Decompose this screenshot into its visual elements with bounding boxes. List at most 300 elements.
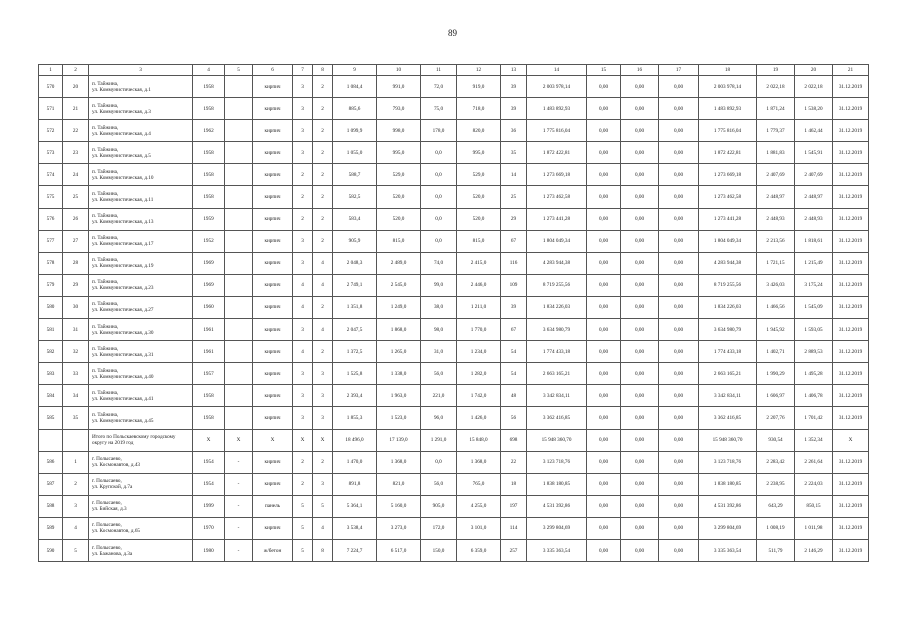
table-cell: 3 175,24 bbox=[795, 274, 833, 296]
table-cell: 4 531 392,86 bbox=[699, 495, 757, 517]
table-cell: 31.12.2019 bbox=[833, 385, 869, 407]
table-cell: кирпич bbox=[253, 473, 293, 495]
table-cell: 1954 bbox=[193, 451, 225, 473]
table-cell: 5 364,1 bbox=[333, 495, 377, 517]
table-cell: 2 bbox=[313, 164, 333, 186]
table-cell: 2 bbox=[313, 230, 333, 252]
table-cell: 221,0 bbox=[421, 385, 457, 407]
table-cell: 575 bbox=[39, 186, 63, 208]
address-cell: п. Тайжина, ул. Коммунистическая, д.45 bbox=[89, 407, 193, 429]
table-cell: 1 291,0 bbox=[421, 429, 457, 451]
table-cell: кирпич bbox=[253, 98, 293, 120]
table-cell: 2 283,42 bbox=[757, 451, 795, 473]
table-cell: 1 774 433,18 bbox=[699, 341, 757, 363]
table-cell: 2 bbox=[313, 341, 333, 363]
table-cell: 570 bbox=[39, 76, 63, 98]
table-cell: 1 351,8 bbox=[333, 296, 377, 318]
table-cell: 3 342 834,11 bbox=[699, 385, 757, 407]
table-cell: 3 538,4 bbox=[333, 517, 377, 539]
table-cell: 150,0 bbox=[421, 539, 457, 561]
table-cell: 0,00 bbox=[621, 539, 659, 561]
table-cell: 529,0 bbox=[457, 164, 501, 186]
table-cell: 2 261,64 bbox=[795, 451, 833, 473]
table-row bbox=[39, 363, 869, 385]
table-cell: кирпич bbox=[253, 341, 293, 363]
table-cell: 0,0 bbox=[421, 164, 457, 186]
table-cell: 2 663 165,21 bbox=[699, 363, 757, 385]
table-cell: 33 bbox=[63, 363, 89, 385]
table-cell: панель bbox=[253, 495, 293, 517]
table-cell: 31.12.2019 bbox=[833, 473, 869, 495]
table-row bbox=[39, 495, 869, 517]
table-row bbox=[39, 120, 869, 142]
column-number-cell: 10 bbox=[377, 65, 421, 76]
address-cell: п. Тайжина, ул. Коммунистическая, д.31 bbox=[89, 341, 193, 363]
table-cell: 0,00 bbox=[587, 495, 621, 517]
table-row bbox=[39, 341, 869, 363]
table-cell: 2 bbox=[313, 296, 333, 318]
table-cell: 0,0 bbox=[421, 142, 457, 164]
table-cell: 0,00 bbox=[621, 142, 659, 164]
table-cell: 0,0 bbox=[421, 208, 457, 230]
table-cell: 1 249,0 bbox=[377, 296, 421, 318]
table-row bbox=[39, 76, 869, 98]
table-cell: 4 bbox=[293, 341, 313, 363]
table-cell: 23 bbox=[63, 142, 89, 164]
address-cell: п. Тайжина, ул. Коммунистическая, д.10 bbox=[89, 164, 193, 186]
column-number-cell: 7 bbox=[293, 65, 313, 76]
address-cell: п. Тайжина, ул. Коммунистическая, д.13 bbox=[89, 208, 193, 230]
table-cell: 17 139,0 bbox=[377, 429, 421, 451]
column-number-cell: 18 bbox=[699, 65, 757, 76]
table-cell: 1 990,29 bbox=[757, 363, 795, 385]
table-cell: 1958 bbox=[193, 98, 225, 120]
table-cell: 31.12.2019 bbox=[833, 407, 869, 429]
table-cell: 0,00 bbox=[621, 429, 659, 451]
table-cell: 31.12.2019 bbox=[833, 186, 869, 208]
table-cell: 35 bbox=[501, 142, 527, 164]
table-cell: 765,0 bbox=[457, 473, 501, 495]
table-cell: 0,00 bbox=[587, 120, 621, 142]
table-cell: 257 bbox=[501, 539, 527, 561]
table-cell: 0,00 bbox=[659, 363, 699, 385]
table-cell: 4 bbox=[313, 252, 333, 274]
table-cell: 2 bbox=[293, 164, 313, 186]
table-cell: 1 593,05 bbox=[795, 319, 833, 341]
table-cell bbox=[63, 429, 89, 451]
table-cell: кирпич bbox=[253, 120, 293, 142]
table-cell: 1 775 816,04 bbox=[527, 120, 587, 142]
table-cell: 2 213,56 bbox=[757, 230, 795, 252]
table-cell: 31,0 bbox=[421, 341, 457, 363]
table-cell: 1962 bbox=[193, 120, 225, 142]
page-number: 89 bbox=[448, 28, 457, 38]
table-cell: 3 299 804,69 bbox=[527, 517, 587, 539]
table-cell: 698 bbox=[501, 429, 527, 451]
table-cell: 3 426,03 bbox=[757, 274, 795, 296]
table-cell: 583,4 bbox=[333, 208, 377, 230]
table-cell: кирпич bbox=[253, 76, 293, 98]
table-cell: 4 bbox=[293, 274, 313, 296]
table-cell: 2 448,97 bbox=[795, 186, 833, 208]
address-cell: п. Тайжина, ул. Коммунистическая, д.41 bbox=[89, 385, 193, 407]
table-cell: 3 bbox=[293, 98, 313, 120]
table-cell: 54 bbox=[501, 363, 527, 385]
column-number-cell: 8 bbox=[313, 65, 333, 76]
table-cell: 1958 bbox=[193, 407, 225, 429]
table-cell: 574 bbox=[39, 164, 63, 186]
column-number-cell: 19 bbox=[757, 65, 795, 76]
table-cell bbox=[225, 230, 253, 252]
table-cell: 0,00 bbox=[621, 208, 659, 230]
column-number-cell: 5 bbox=[225, 65, 253, 76]
table-cell: 2 048,3 bbox=[333, 252, 377, 274]
table-cell: 2 bbox=[293, 451, 313, 473]
table-cell: 0,00 bbox=[621, 495, 659, 517]
column-number-cell: 11 bbox=[421, 65, 457, 76]
table-cell: 31.12.2019 bbox=[833, 98, 869, 120]
column-number-cell: 6 bbox=[253, 65, 293, 76]
table-cell: 0,00 bbox=[587, 296, 621, 318]
table-cell: 39 bbox=[501, 98, 527, 120]
table-cell: 2 407,69 bbox=[757, 164, 795, 186]
table-cell: 1 273 441,28 bbox=[699, 208, 757, 230]
table-cell bbox=[225, 274, 253, 296]
table-cell: 0,00 bbox=[587, 341, 621, 363]
table-cell: кирпич bbox=[253, 407, 293, 429]
table-cell bbox=[225, 186, 253, 208]
table-cell: 4 bbox=[313, 517, 333, 539]
table-cell: 0,0 bbox=[421, 451, 457, 473]
table-row bbox=[39, 451, 869, 473]
table-cell: 718,0 bbox=[457, 98, 501, 120]
table-cell bbox=[225, 319, 253, 341]
table-cell: 3 bbox=[293, 319, 313, 341]
table-cell: 588 bbox=[39, 495, 63, 517]
column-number-cell: 12 bbox=[457, 65, 501, 76]
table-cell: 1 606,97 bbox=[757, 385, 795, 407]
table-cell: 1 963,0 bbox=[377, 385, 421, 407]
table-cell: 0,00 bbox=[659, 517, 699, 539]
table-cell: 3 bbox=[293, 385, 313, 407]
table-cell: 520,0 bbox=[457, 208, 501, 230]
table-cell: 2 bbox=[63, 473, 89, 495]
table-cell: X bbox=[313, 429, 333, 451]
address-cell: п. Тайжина, ул. Коммунистическая, д.1 bbox=[89, 76, 193, 98]
table-cell: 1 945,92 bbox=[757, 319, 795, 341]
table-cell: 571 bbox=[39, 98, 63, 120]
table-cell: 576 bbox=[39, 208, 63, 230]
table-cell: 1 273 441,28 bbox=[527, 208, 587, 230]
table-cell: 1 234,0 bbox=[457, 341, 501, 363]
table-cell: 1 273 462,58 bbox=[527, 186, 587, 208]
table-cell: 2 003 978,14 bbox=[527, 76, 587, 98]
table-cell: 31.12.2019 bbox=[833, 208, 869, 230]
table-cell: 1 545,91 bbox=[795, 142, 833, 164]
table-cell: X bbox=[193, 429, 225, 451]
table-cell: 1 368,0 bbox=[377, 451, 421, 473]
table-cell: 0,0 bbox=[421, 230, 457, 252]
table-cell: 1 838 180,85 bbox=[527, 473, 587, 495]
table-cell: 31.12.2019 bbox=[833, 341, 869, 363]
address-cell: п. Тайжина, ул. Коммунистическая, д.27 bbox=[89, 296, 193, 318]
table-cell: кирпич bbox=[253, 230, 293, 252]
table-cell: 2 448,93 bbox=[795, 208, 833, 230]
table-cell: 3 bbox=[293, 120, 313, 142]
table-cell: 1 868,0 bbox=[377, 319, 421, 341]
table-cell: 31.12.2019 bbox=[833, 274, 869, 296]
table-cell: 8 719 255,56 bbox=[699, 274, 757, 296]
table-cell: 1 872 422,81 bbox=[527, 142, 587, 164]
table-row bbox=[39, 186, 869, 208]
table-cell: 1 872 422,81 bbox=[699, 142, 757, 164]
column-number-cell: 1 bbox=[39, 65, 63, 76]
table-cell: X bbox=[833, 429, 869, 451]
table-cell: 2 415,0 bbox=[457, 252, 501, 274]
table-cell: 3 123 718,76 bbox=[699, 451, 757, 473]
table-cell: 520,0 bbox=[377, 208, 421, 230]
table-cell: 0,00 bbox=[659, 341, 699, 363]
table-cell: 6 517,0 bbox=[377, 539, 421, 561]
table-cell: 0,00 bbox=[621, 341, 659, 363]
table-cell: 114 bbox=[501, 517, 527, 539]
table-cell: 1 265,0 bbox=[377, 341, 421, 363]
table-cell: 109 bbox=[501, 274, 527, 296]
table-cell: 0,00 bbox=[621, 98, 659, 120]
table-cell: 2 407,69 bbox=[795, 164, 833, 186]
table-cell: 1 099,9 bbox=[333, 120, 377, 142]
column-number-cell: 20 bbox=[795, 65, 833, 76]
table-cell: 8 bbox=[313, 539, 333, 561]
table-row bbox=[39, 517, 869, 539]
table-cell: 172,0 bbox=[421, 517, 457, 539]
table-cell: 588,7 bbox=[333, 164, 377, 186]
table-cell: 2 bbox=[313, 208, 333, 230]
column-number-row bbox=[39, 65, 869, 76]
address-cell: п. Тайжина, ул. Коммунистическая, д.5 bbox=[89, 142, 193, 164]
table-cell: 0,00 bbox=[621, 517, 659, 539]
table-cell: 3 bbox=[63, 495, 89, 517]
table-cell: 26 bbox=[63, 208, 89, 230]
table-cell: 74,0 bbox=[421, 252, 457, 274]
table-cell: 3 342 834,11 bbox=[527, 385, 587, 407]
table-cell: 1 701,42 bbox=[795, 407, 833, 429]
table-cell: 1 545,09 bbox=[795, 296, 833, 318]
table-cell: 0,00 bbox=[587, 517, 621, 539]
table-row bbox=[39, 142, 869, 164]
table-cell: 2 bbox=[293, 473, 313, 495]
table-row bbox=[39, 319, 869, 341]
table-row bbox=[39, 407, 869, 429]
table-cell: 25 bbox=[63, 186, 89, 208]
table-cell: 0,00 bbox=[621, 473, 659, 495]
table-cell: 1959 bbox=[193, 208, 225, 230]
table-cell: 3 bbox=[293, 230, 313, 252]
table-cell: 1 838 180,85 bbox=[699, 473, 757, 495]
column-number-cell: 15 bbox=[587, 65, 621, 76]
address-cell: Итого по Польскаевскому городскому округу на 2019 год bbox=[89, 429, 193, 451]
table-cell: 4 531 392,86 bbox=[527, 495, 587, 517]
table-cell: 72,0 bbox=[421, 76, 457, 98]
table-cell: 7 224,7 bbox=[333, 539, 377, 561]
table-cell: кирпич bbox=[253, 451, 293, 473]
table-cell: - bbox=[225, 539, 253, 561]
table-cell: 6 359,0 bbox=[457, 539, 501, 561]
table-cell: 5 160,0 bbox=[377, 495, 421, 517]
table-cell: 39 bbox=[501, 76, 527, 98]
table-cell: 4 bbox=[63, 517, 89, 539]
table-cell: 15 848,0 bbox=[457, 429, 501, 451]
table-cell: 520,0 bbox=[377, 186, 421, 208]
address-cell: г. Полысаево, ул. Космонавтов, д.65 bbox=[89, 517, 193, 539]
table-cell: 56,0 bbox=[421, 473, 457, 495]
address-cell: п. Тайжина, ул. Коммунистическая, д.23 bbox=[89, 274, 193, 296]
table-cell: 2 bbox=[293, 208, 313, 230]
table-cell: 1 525,8 bbox=[333, 363, 377, 385]
table-cell: 1 084,4 bbox=[333, 76, 377, 98]
table-cell: 3 bbox=[313, 473, 333, 495]
table-cell: 1970 bbox=[193, 517, 225, 539]
table-cell: 1961 bbox=[193, 341, 225, 363]
table-cell: 0,00 bbox=[587, 76, 621, 98]
table-cell bbox=[225, 164, 253, 186]
table-cell: 14 bbox=[501, 164, 527, 186]
table-cell bbox=[225, 76, 253, 98]
table-cell: 1 352,34 bbox=[795, 429, 833, 451]
table-cell: 31.12.2019 bbox=[833, 319, 869, 341]
table-cell: кирпич bbox=[253, 186, 293, 208]
table-cell: 0,00 bbox=[659, 385, 699, 407]
table-cell: 1957 bbox=[193, 363, 225, 385]
table-row bbox=[39, 385, 869, 407]
table-cell: 0,00 bbox=[659, 473, 699, 495]
address-cell: п. Тайжина, ул. Коммунистическая, д.11 bbox=[89, 186, 193, 208]
table-cell: 1 483 892,93 bbox=[527, 98, 587, 120]
table-cell: - bbox=[225, 473, 253, 495]
table-cell: 1 834 226,03 bbox=[699, 296, 757, 318]
table-cell: 4 283 944,38 bbox=[699, 252, 757, 274]
address-cell: п. Тайжина, ул. Коммунистическая, д.17 bbox=[89, 230, 193, 252]
table-cell: 1 273 669,18 bbox=[527, 164, 587, 186]
table-cell: 1 426,0 bbox=[457, 407, 501, 429]
table-cell: 54 bbox=[501, 341, 527, 363]
table-cell: 0,00 bbox=[659, 407, 699, 429]
table-cell: 5 bbox=[293, 517, 313, 539]
table-cell: 1952 bbox=[193, 230, 225, 252]
table-cell: 820,0 bbox=[457, 120, 501, 142]
table-row bbox=[39, 274, 869, 296]
table-cell bbox=[225, 142, 253, 164]
table-cell: 1 483 892,93 bbox=[699, 98, 757, 120]
table-cell: 1 215,49 bbox=[795, 252, 833, 274]
table-cell: 2 663 165,21 bbox=[527, 363, 587, 385]
table-row bbox=[39, 230, 869, 252]
table-cell: кирпич bbox=[253, 517, 293, 539]
housing-register-table bbox=[38, 64, 869, 562]
table-cell: 0,00 bbox=[587, 473, 621, 495]
table-cell: 20 bbox=[63, 76, 89, 98]
table-cell: 2 bbox=[313, 98, 333, 120]
table-cell: 3 634 980,79 bbox=[527, 319, 587, 341]
table-cell: 0,00 bbox=[621, 407, 659, 429]
table-cell: 35 bbox=[63, 407, 89, 429]
table-cell: 2 448,93 bbox=[757, 208, 795, 230]
table-cell: 31.12.2019 bbox=[833, 495, 869, 517]
table-cell: 0,00 bbox=[659, 98, 699, 120]
table-cell: 31.12.2019 bbox=[833, 230, 869, 252]
table-cell: 31.12.2019 bbox=[833, 142, 869, 164]
table-cell: - bbox=[225, 495, 253, 517]
table-cell: 5 bbox=[293, 539, 313, 561]
table-cell: 178,0 bbox=[421, 120, 457, 142]
table-cell: 39 bbox=[501, 296, 527, 318]
table-cell: 4 283 944,38 bbox=[527, 252, 587, 274]
table-cell: 1958 bbox=[193, 142, 225, 164]
table-cell bbox=[225, 341, 253, 363]
table-cell: 31.12.2019 bbox=[833, 252, 869, 274]
table-cell: 643,29 bbox=[757, 495, 795, 517]
table-cell: 0,00 bbox=[659, 495, 699, 517]
table-cell: 0,00 bbox=[587, 252, 621, 274]
table-cell: 1 211,0 bbox=[457, 296, 501, 318]
table-cell: 30 bbox=[63, 296, 89, 318]
table-cell: 793,0 bbox=[377, 98, 421, 120]
table-cell: 25 bbox=[501, 186, 527, 208]
table-cell: 1 779,37 bbox=[757, 120, 795, 142]
table-cell: ж/бетон bbox=[253, 539, 293, 561]
table-cell: 1 273 462,58 bbox=[699, 186, 757, 208]
table-cell: 1961 bbox=[193, 319, 225, 341]
table-cell: 2 207,76 bbox=[757, 407, 795, 429]
table-cell: 3 bbox=[293, 76, 313, 98]
table-cell: 1 855,3 bbox=[333, 407, 377, 429]
table-cell: 0,0 bbox=[421, 186, 457, 208]
table-cell: 1 881,83 bbox=[757, 142, 795, 164]
table-cell: 3 bbox=[293, 363, 313, 385]
table-cell: 2 489,0 bbox=[377, 252, 421, 274]
table-cell: 0,00 bbox=[621, 120, 659, 142]
table-cell: 0,00 bbox=[587, 319, 621, 341]
table-cell: 0,00 bbox=[659, 230, 699, 252]
table-cell: 2 146,29 bbox=[795, 539, 833, 561]
table-cell: 0,00 bbox=[621, 363, 659, 385]
column-number-cell: 17 bbox=[659, 65, 699, 76]
table-cell: 2 bbox=[313, 451, 333, 473]
table-cell: 1 372,5 bbox=[333, 341, 377, 363]
table-cell: 0,00 bbox=[621, 230, 659, 252]
table-cell: 67 bbox=[501, 230, 527, 252]
table-cell: 5 bbox=[293, 495, 313, 517]
table-cell: 2 448,97 bbox=[757, 186, 795, 208]
table-cell: 31.12.2019 bbox=[833, 451, 869, 473]
table-cell: 1958 bbox=[193, 76, 225, 98]
table-cell: 589 bbox=[39, 517, 63, 539]
table-cell: 2 224,03 bbox=[795, 473, 833, 495]
table-cell: 5 bbox=[313, 495, 333, 517]
table-cell: 4 bbox=[313, 319, 333, 341]
address-cell: г. Полысаево, ул. Космонавтов, д.43 bbox=[89, 451, 193, 473]
table-cell: 0,00 bbox=[587, 230, 621, 252]
table-cell: 18 bbox=[501, 473, 527, 495]
table-cell: 0,00 bbox=[621, 76, 659, 98]
table-cell: 31.12.2019 bbox=[833, 363, 869, 385]
table-cell: 2 003 978,14 bbox=[699, 76, 757, 98]
table-cell: 582,5 bbox=[333, 186, 377, 208]
table-cell: 1 775 816,04 bbox=[699, 120, 757, 142]
table-cell: 1 273 669,18 bbox=[699, 164, 757, 186]
table-cell: 2 393,4 bbox=[333, 385, 377, 407]
table-cell: X bbox=[293, 429, 313, 451]
